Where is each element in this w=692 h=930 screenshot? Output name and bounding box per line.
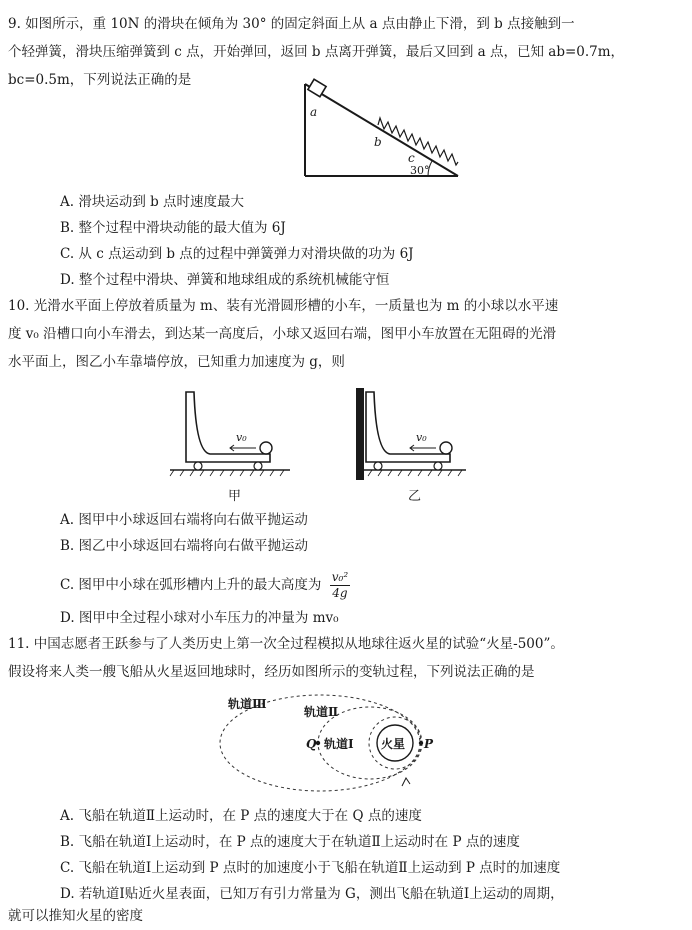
cart-figure-jia (170, 392, 290, 504)
caption-jia: 甲 (228, 489, 242, 504)
caption-yi: 乙 (408, 489, 422, 504)
orbit-2-label: 轨道Ⅱ (304, 705, 339, 719)
q10-option-b[interactable]: B. 图乙中小球返回右端将向右做平抛运动 (60, 538, 309, 554)
cart-figure-yi (356, 388, 466, 504)
angle-label: 30° (410, 164, 430, 177)
q11-option-c[interactable]: C. 飞船在轨道Ⅰ上运动到 P 点时的加速度小于飞船在轨道Ⅱ上运动到 P 点时的加速度 (60, 860, 561, 876)
incline-figure (300, 78, 480, 182)
q11-stem-line-1: 11. 中国志愿者王跃参与了人类历史上第一次全过程模拟从地球往返火星的试验“火星-500”。 (8, 636, 564, 652)
cart-body-yi (366, 392, 450, 462)
label-a: a (310, 105, 318, 119)
cart-wheel-icon (374, 462, 382, 470)
velocity-label-yi: v₀ (416, 431, 427, 444)
ball-yi (440, 442, 452, 454)
cart-wheel-icon (434, 462, 442, 470)
q10-option-c[interactable] (60, 570, 350, 601)
q11-option-d[interactable]: D. 若轨道Ⅰ贴近火星表面，已知万有引力常量为 G，测出飞船在轨道Ⅰ上运动的周期， (60, 886, 564, 902)
spring (378, 118, 458, 165)
fraction (330, 570, 350, 601)
q9-stem-line-3: bc=0.5m，下列说法正确的是 (8, 72, 192, 88)
q9-stem-line-2: 个轻弹簧，滑块压缩弹簧到 c 点，开始弹回，返回 b 点离开弹簧，最后又回到 a 点，已知 ab=0.7m， (8, 44, 625, 60)
q10-stem-line-3: 水平面上，图乙小车靠墙停放，已知重力加速度为 g，则 (8, 354, 345, 370)
q11-option-a[interactable]: A. 飞船在轨道Ⅱ上运动时，在 P 点的速度大于在 Q 点的速度 (60, 808, 422, 824)
cart-body-jia (186, 392, 270, 462)
q10-option-d[interactable]: D. 图甲中全过程小球对小车压力的冲量为 mv₀ (60, 610, 339, 626)
point-p-marker (419, 741, 423, 745)
q9-option-b[interactable]: B. 整个过程中滑块动能的最大值为 6J (60, 220, 286, 236)
label-c: c (408, 151, 415, 165)
velocity-label-jia: v₀ (236, 431, 247, 444)
wall (356, 388, 364, 480)
q11-option-b[interactable]: B. 飞船在轨道Ⅰ上运动时，在 P 点的速度大于在轨道Ⅱ上运动时在 P 点的速度 (60, 834, 520, 850)
q9-option-d[interactable]: D. 整个过程中滑块、弹簧和地球组成的系统机械能守恒 (60, 272, 390, 288)
orbit-1-label: 轨道Ⅰ (324, 737, 354, 751)
q11-option-d-continued: 就可以推知火星的密度 (8, 908, 143, 924)
q9-stem-line-1: 9. 如图所示，重 10N 的滑块在倾角为 30° 的固定斜面上从 a 点由静止下滑，到 b 点接触到一 (8, 16, 575, 32)
orbit-figure (210, 690, 450, 796)
fraction-denominator: 4g (332, 586, 348, 600)
orbit-3-label: 轨道Ⅲ (228, 697, 267, 711)
point-q-label: Q (306, 737, 317, 751)
fraction-numerator: v₀² (331, 570, 349, 584)
point-p-label: P (424, 737, 434, 751)
q10-option-c-text: C. 图甲中小球在弧形槽内上升的最大高度为 (60, 577, 322, 593)
q10-stem-line-2: 度 v₀ 沿槽口向小车滑去，到达某一高度后，小球又返回右端，图甲小车放置在无阻碍的光滑 (8, 326, 557, 342)
direction-arrow-icon (402, 778, 410, 786)
q11-stem-line-2: 假设将来人类一艘飞船从火星返回地球时，经历如图所示的变轨过程，下列说法正确的是 (8, 664, 535, 680)
ball-jia (260, 442, 272, 454)
q9-option-c[interactable]: C. 从 c 点运动到 b 点的过程中弹簧弹力对滑块做的功为 6J (60, 246, 414, 262)
label-b: b (374, 135, 382, 149)
incline-slope (305, 84, 458, 176)
cart-figure (170, 386, 490, 508)
mars-label: 火星 (381, 737, 406, 751)
q10-option-a[interactable]: A. 图甲中小球返回右端将向右做平抛运动 (60, 512, 308, 528)
q9-option-a[interactable]: A. 滑块运动到 b 点时速度最大 (60, 194, 245, 210)
cart-wheel-icon (254, 462, 262, 470)
cart-wheel-icon (194, 462, 202, 470)
point-q-marker (316, 741, 320, 745)
q10-stem-line-1: 10. 光滑水平面上停放着质量为 m、装有光滑圆形槽的小车，一质量也为 m 的小球以水平速 (8, 298, 559, 314)
